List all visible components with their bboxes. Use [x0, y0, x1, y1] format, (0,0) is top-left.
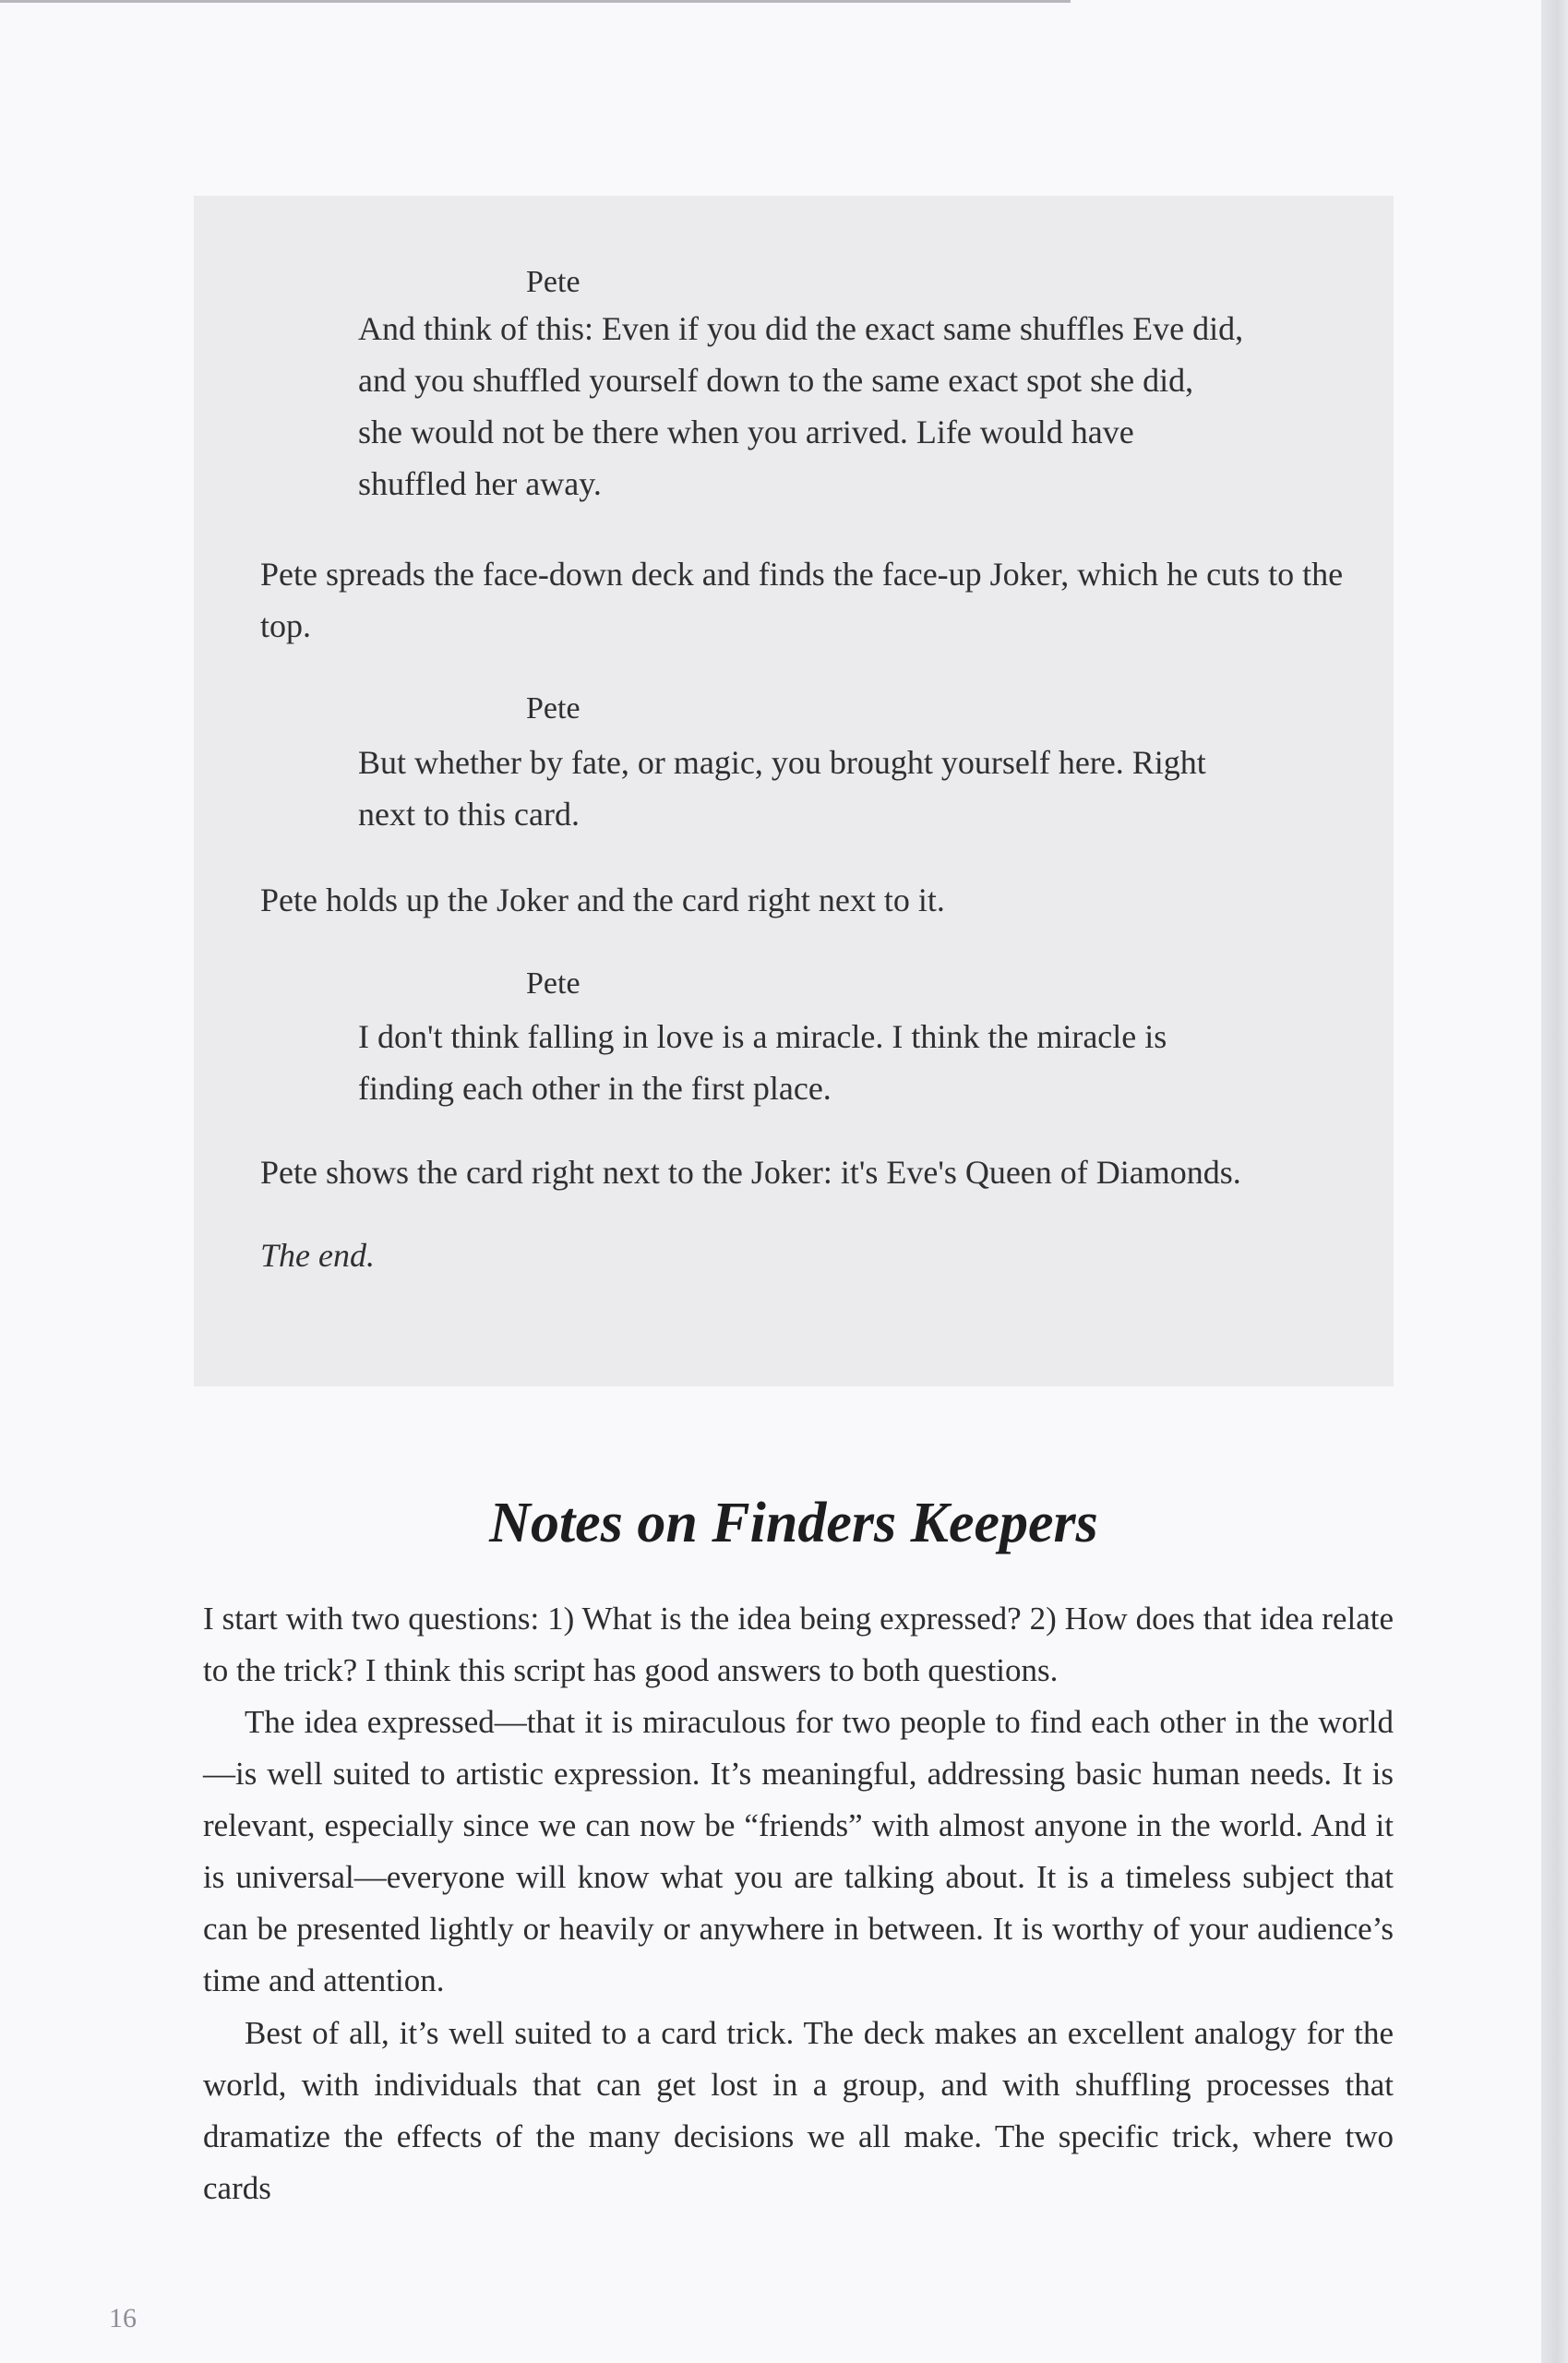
- body-paragraph: The idea expressed—that it is miraculous for two people to find each other in the world—is well suited to artistic expression. It’s meaningful, addressing basic human needs. It is relevant, especially since we can now be “friends” with almost anyone in the world. And it is universal—everyone will know what you are talking about. It is a timeless subject that can be presented lightly or heavily or anywhere in between. It is worthy of your audience’s time and attention.: [203, 1704, 1394, 1998]
- character-name: Pete: [526, 691, 581, 726]
- body-paragraph: I start with two questions: 1) What is the idea being expressed? 2) How does that idea relate to the trick? I think this script has good answers to both questions.: [203, 1601, 1394, 1688]
- stage-direction: Pete shows the card right next to the Joker: it's Eve's Queen of Diamonds.: [260, 1154, 1241, 1191]
- body-paragraph: Best of all, it’s well suited to a card trick. The deck makes an excellent analogy for the world, with individuals that can get lost in a group, and with shuffling processes that dramatize the effects of the many decisions we all make. The specific trick, where two cards: [203, 2015, 1394, 2206]
- top-rule: [0, 0, 1071, 3]
- section-heading: Notes on Finders Keepers: [489, 1492, 1098, 1554]
- dialogue: I don't think falling in love is a miracle. I think the miracle is finding each other in the first place.: [358, 1018, 1167, 1107]
- page-number: 16: [109, 2303, 137, 2333]
- stage-direction: Pete spreads the face-down deck and finds the face-up Joker, which he cuts to the top.: [260, 556, 1344, 644]
- character-name: Pete: [526, 966, 581, 1001]
- the-end-label: The end.: [260, 1237, 375, 1274]
- stage-direction: Pete holds up the Joker and the card right next to it.: [260, 882, 945, 918]
- dialogue: But whether by fate, or magic, you brought yourself here. Right next to this card.: [358, 744, 1206, 833]
- page-edge: [1541, 0, 1568, 2363]
- dialogue: And think of this: Even if you did the exact same shuffles Eve did, and you shuffled yourself down to the same exact spot she did, she would not be there when you arrived. Life would have shuffled her away.: [358, 310, 1244, 502]
- character-name: Pete: [526, 265, 581, 299]
